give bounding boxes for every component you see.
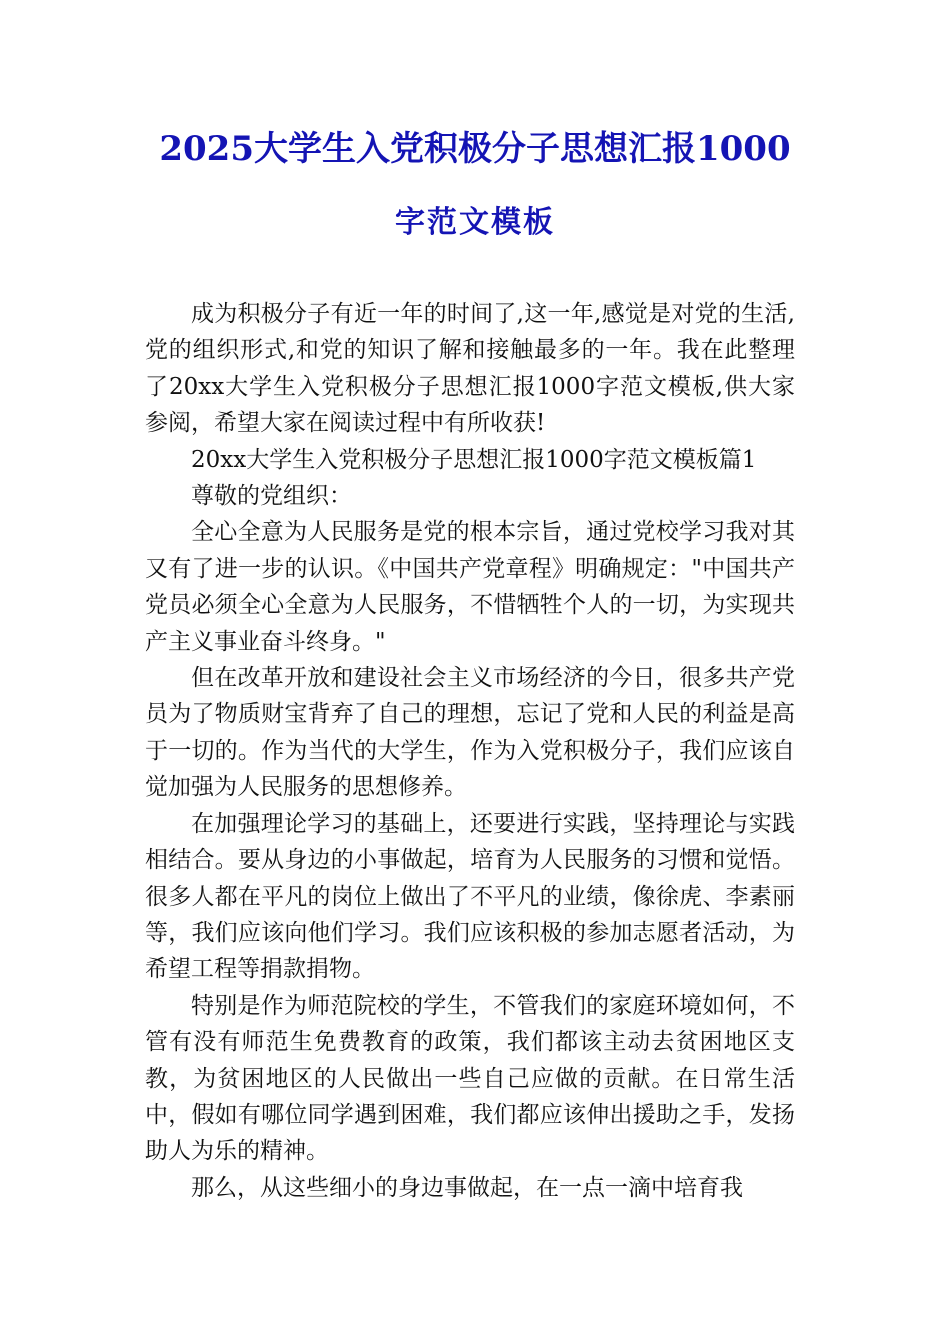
paragraph-body-5: 那么，从这些细小的身边事做起，在一点一滴中培育我	[191, 1174, 743, 1201]
document-title-line-2: 字范文模板	[395, 205, 555, 240]
paragraph-intro: 成为积极分子有近一年的时间了,这一年,感觉是对党的生活,党的组织形式,和党的知识了解和接触最多的一年。我在此整理了20xx大学生入党积极分子思想汇报1000字范文模板,供大家参阅，希望大家在阅读过程中有所收获!	[145, 301, 795, 437]
paragraph-subheading: 20xx大学生入党积极分子思想汇报1000字范文模板篇1	[191, 446, 757, 473]
document-body	[145, 296, 795, 1206]
paragraph-body-2: 但在改革开放和建设社会主义市场经济的今日，很多共产党员为了物质财宝背弃了自己的理想，忘记了党和人民的利益是高于一切的。作为当代的大学生，作为入党积极分子，我们应该自觉加强为人民服务的思想修养。	[145, 665, 795, 801]
paragraph-body-1: 全心全意为人民服务是党的根本宗旨，通过党校学习我对其又有了进一步的认识。《中国共产党章程》明确规定："中国共产党员必须全心全意为人民服务，不惜牺牲个人的一切，为实现共产主义事业奋斗终身。"	[145, 519, 795, 655]
paragraph-salutation: 尊敬的党组织：	[191, 483, 352, 510]
paragraph-body-4: 特别是作为师范院校的学生，不管我们的家庭环境如何，不管有没有师范生免费教育的政策，我们都该主动去贫困地区支教，为贫困地区的人民做出一些自己应做的贡献。在日常生活中，假如有哪位同学遇到困难，我们都应该伸出援助之手，发扬助人为乐的精神。	[145, 992, 795, 1165]
document-title-line-1: 2025大学生入党积极分子思想汇报1000	[159, 129, 791, 169]
paragraph-body-3: 在加强理论学习的基础上，还要进行实践，坚持理论与实践相结合。要从身边的小事做起，培育为人民服务的习惯和觉悟。很多人都在平凡的岗位上做出了不平凡的业绩，像徐虎、李素丽等，我们应该向他们学习。我们应该积极的参加志愿者活动，为希望工程等捐款捐物。	[145, 810, 795, 983]
